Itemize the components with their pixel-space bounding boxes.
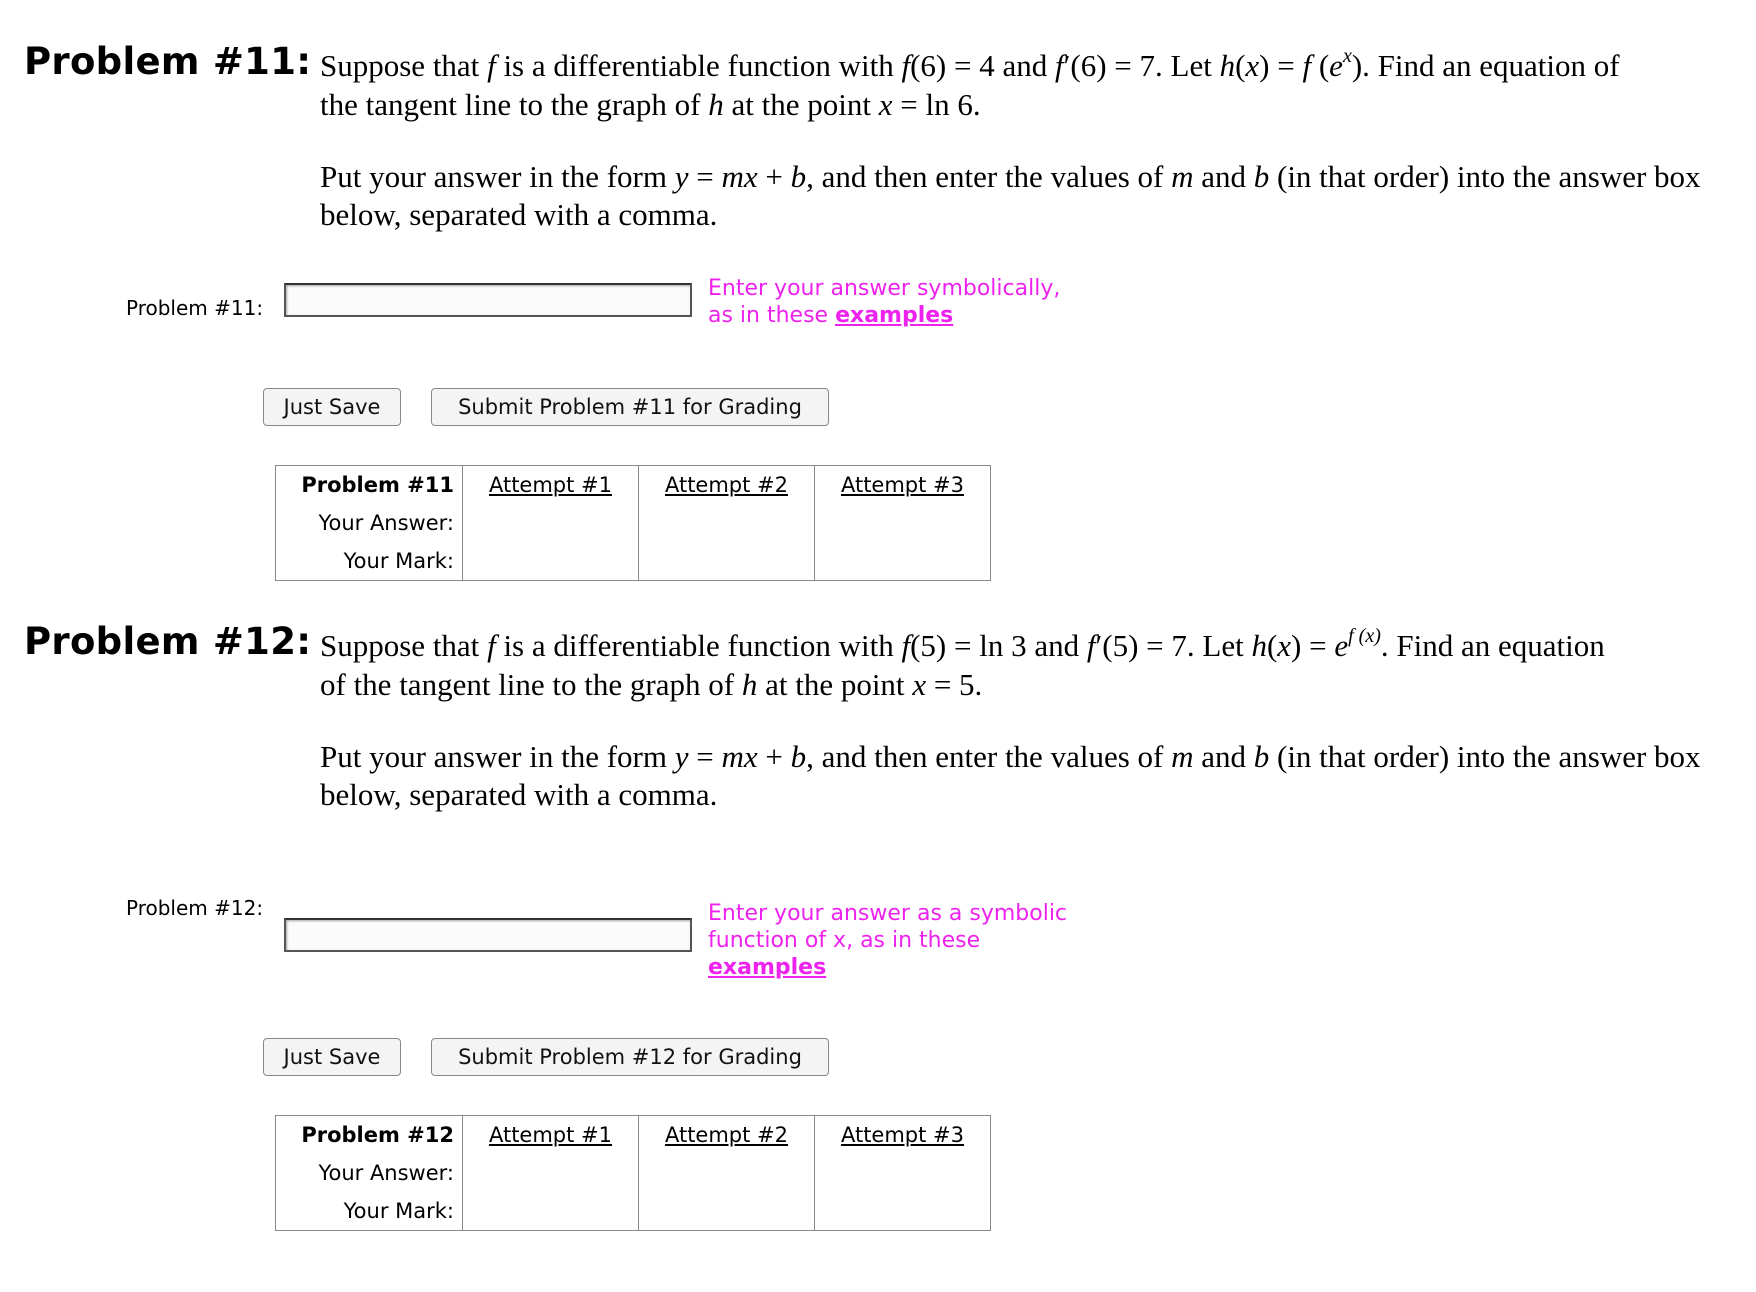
answer-cell-2 — [639, 1154, 815, 1192]
answer-format-hint: Enter your answer symbolically, as in these examples — [708, 276, 1061, 328]
problem-12-heading: Problem #12: — [24, 620, 312, 663]
attempts-table — [275, 1115, 991, 1231]
attempt-2-link[interactable]: Attempt #2 — [664, 473, 789, 497]
answer-field-label: Problem #11: — [126, 296, 264, 320]
mark-cell-1 — [463, 542, 639, 581]
attempts-table-header: Problem #12 — [301, 1123, 454, 1147]
attempt-3-link[interactable]: Attempt #3 — [840, 1123, 965, 1147]
mark-cell-1 — [463, 1192, 639, 1231]
attempt-1-link[interactable]: Attempt #1 — [488, 473, 613, 497]
mark-cell-3 — [815, 542, 991, 581]
your-mark-label: Your Mark: — [343, 1199, 454, 1223]
answer-cell-2 — [639, 504, 815, 542]
problem-11-instructions — [320, 158, 1750, 234]
mark-cell-2 — [639, 1192, 815, 1231]
statement-line-1: Suppose that f is a differentiable function with f(5) = ln 3 and f′(5) = 7. Let $h(x) = e^{f (x)}$. Find an equation — [320, 625, 1605, 663]
submit-for-grading-button[interactable]: Submit Problem #11 for Grading — [431, 388, 829, 426]
mark-cell-2 — [639, 542, 815, 581]
attempts-table-header: Problem #11 — [301, 473, 454, 497]
instructions-line-2: below, separated with a comma. — [320, 197, 718, 232]
answer-cell-1 — [463, 1154, 639, 1192]
answer-format-hint: Enter your answer as a symbolic function of x, as in these examples — [708, 901, 1068, 980]
problem-11-statement — [320, 46, 1750, 124]
answer-input[interactable] — [284, 918, 692, 952]
your-answer-label: Your Answer: — [318, 511, 454, 535]
attempts-table — [275, 465, 991, 581]
mark-cell-3 — [815, 1192, 991, 1231]
submit-for-grading-button[interactable]: Submit Problem #12 for Grading — [431, 1038, 829, 1076]
statement-line-2: of the tangent line to the graph of h at the point x = 5. — [320, 667, 983, 702]
your-answer-label: Your Answer: — [318, 1161, 454, 1185]
answer-cell-3 — [815, 1154, 991, 1192]
just-save-button[interactable]: Just Save — [263, 388, 401, 426]
attempt-1-link[interactable]: Attempt #1 — [488, 1123, 613, 1147]
your-mark-label: Your Mark: — [343, 549, 454, 573]
answer-cell-3 — [815, 504, 991, 542]
problem-12-instructions — [320, 738, 1750, 814]
problem-12-statement — [320, 626, 1750, 704]
instructions-line-1: Put your answer in the form y = mx + b, and then enter the values of m and b (in that order) into the answer box — [320, 159, 1701, 194]
statement-line-2: the tangent line to the graph of h at the point x = ln 6. — [320, 87, 981, 122]
examples-link[interactable]: examples — [708, 955, 827, 980]
problem-11-heading: Problem #11: — [24, 40, 312, 83]
instructions-line-1: Put your answer in the form y = mx + b, and then enter the values of m and b (in that order) into the answer box — [320, 739, 1701, 774]
instructions-line-2: below, separated with a comma. — [320, 777, 718, 812]
answer-field-label: Problem #12: — [126, 896, 264, 920]
answer-cell-1 — [463, 504, 639, 542]
answer-input[interactable] — [284, 283, 692, 317]
attempt-3-link[interactable]: Attempt #3 — [840, 473, 965, 497]
examples-link[interactable]: examples — [835, 303, 954, 328]
just-save-button[interactable]: Just Save — [263, 1038, 401, 1076]
statement-line-1: Suppose that f is a differentiable function with f(6) = 4 and f′(6) = 7. Let h(x) = f $(e^x)$. Find an equation of — [320, 45, 1620, 83]
attempt-2-link[interactable]: Attempt #2 — [664, 1123, 789, 1147]
